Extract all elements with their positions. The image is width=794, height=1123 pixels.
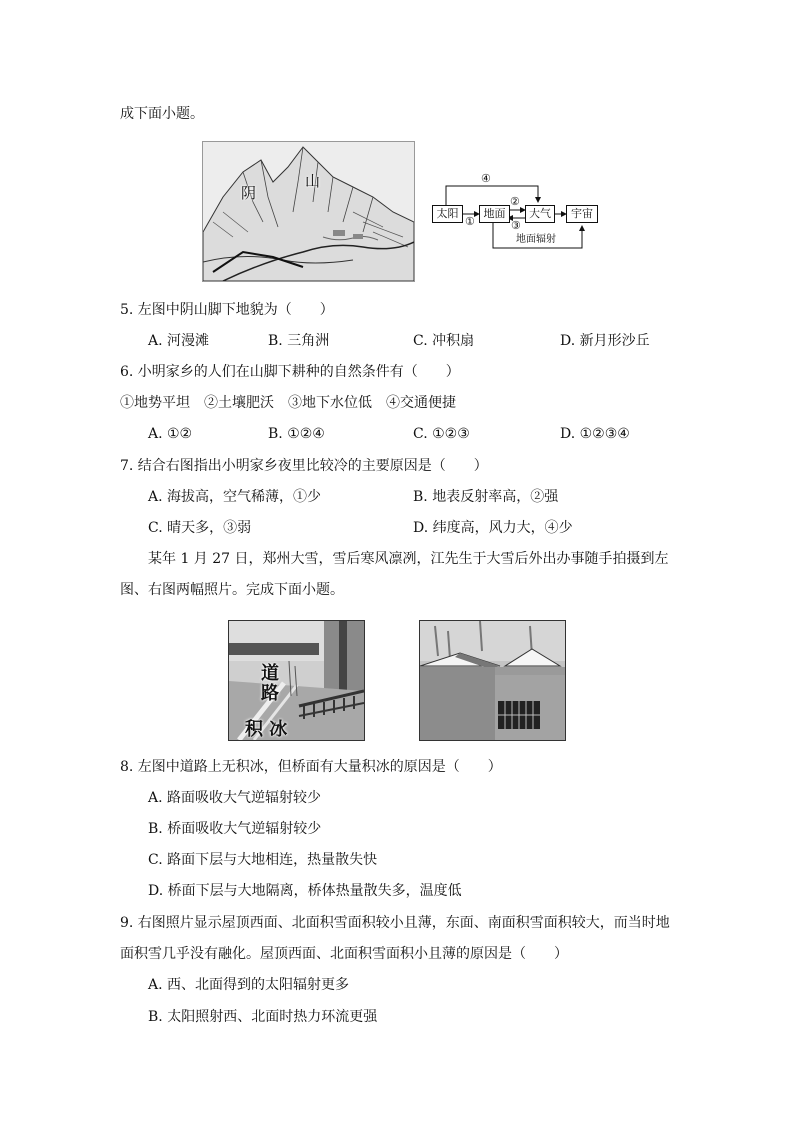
mark-3: ③ <box>511 219 521 232</box>
q7-option-c: C. 晴天多，③弱 <box>148 520 252 536</box>
node-atmosphere: 大气 <box>525 205 555 223</box>
q7-stem: 7. 结合右图指出小明家乡夜里比较冷的主要原因是（ ） <box>120 458 488 474</box>
house-photo-illustration <box>420 621 565 740</box>
left-photo-bridge <box>228 620 365 741</box>
q5-option-d: D. 新月形沙丘 <box>560 333 650 349</box>
q6-conditions: ①地势平坦 ②土壤肥沃 ③地下水位低 ④交通便捷 <box>120 395 456 411</box>
q5-option-c: C. 冲积扇 <box>413 333 475 349</box>
q5-stem: 5. 左图中阴山脚下地貌为（ ） <box>120 302 334 318</box>
q5-option-b: B. 三角洲 <box>268 333 330 349</box>
q8-option-a: A. 路面吸收大气逆辐射较少 <box>148 790 322 806</box>
node-sun: 太阳 <box>432 205 463 223</box>
q9-stem-line-2: 面积雪几乎没有融化。屋顶西面、北面积雪面积小且薄的原因是（ ） <box>120 946 568 962</box>
q6-option-a: A. ①② <box>148 426 193 442</box>
mark-4: ④ <box>481 172 491 185</box>
intro-text: 成下面小题。 <box>120 106 204 122</box>
q8-stem: 8. 左图中道路上无积冰，但桥面有大量积冰的原因是（ ） <box>120 759 502 775</box>
mark-2: ② <box>510 195 520 208</box>
radiation-diagram <box>430 168 600 253</box>
ground-radiation-label: 地面辐射 <box>516 234 556 245</box>
q5-option-a: A. 河漫滩 <box>148 333 210 349</box>
q7-option-a: A. 海拔高，空气稀薄，①少 <box>148 489 322 505</box>
right-photo-house <box>419 620 566 741</box>
node-ground: 地面 <box>479 205 510 223</box>
q6-option-b: B. ①②④ <box>268 426 325 442</box>
mountain-illustration <box>203 142 414 281</box>
q7-option-d: D. 纬度高，风力大，④少 <box>413 520 573 536</box>
node-space: 宇宙 <box>566 205 598 223</box>
q6-option-d: D. ①②③④ <box>560 426 630 442</box>
q8-option-c: C. 路面下层与大地相连，热量散失快 <box>148 852 378 868</box>
q9-stem-line-1: 9. 右图照片显示屋顶西面、北面积雪面积较小且薄，东面、南面积雪面积较大，而当时地 <box>120 915 670 931</box>
mountain-label-left: 阴 <box>241 184 257 202</box>
q9-option-a: A. 西、北面得到的太阳辐射更多 <box>148 977 350 993</box>
passage-line-2: 图、右图两幅照片。完成下面小题。 <box>120 582 344 598</box>
q7-option-b: B. 地表反射率高，②强 <box>413 489 559 505</box>
mountain-label-right: 山 <box>305 172 321 190</box>
q6-option-c: C. ①②③ <box>413 426 470 442</box>
passage-line-1: 某年 1 月 27 日，郑州大雪，雪后寒风凛冽，江先生于大雪后外出办事随手拍摄到左 <box>148 551 669 567</box>
left-photo-label-road: 道路 <box>261 663 279 704</box>
mountain-sketch-figure <box>202 141 415 282</box>
q8-option-b: B. 桥面吸收大气逆辐射较少 <box>148 821 322 837</box>
q9-option-b: B. 太阳照射西、北面时热力环流更强 <box>148 1009 378 1025</box>
mark-1: ① <box>465 215 475 228</box>
q6-stem: 6. 小明家乡的人们在山脚下耕种的自然条件有（ ） <box>120 364 460 380</box>
left-photo-label-ice: 积 冰 <box>245 719 288 740</box>
q8-option-d: D. 桥面下层与大地隔离，桥体热量散失多，温度低 <box>148 883 462 899</box>
